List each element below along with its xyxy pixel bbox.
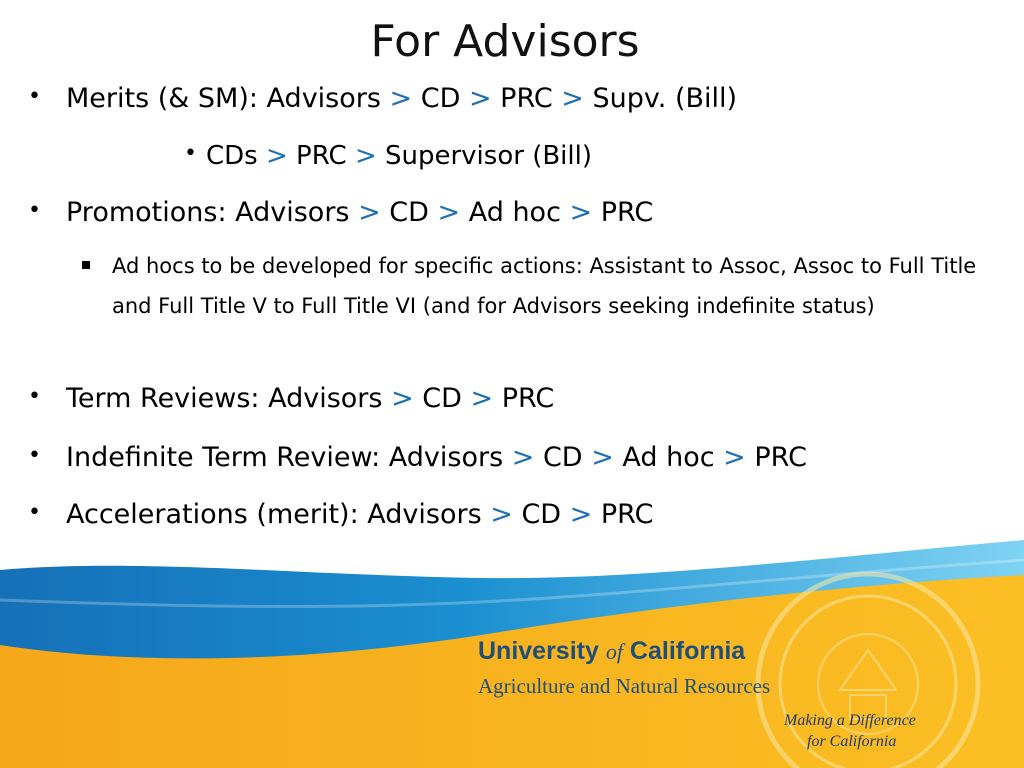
bullet-adhoc-note: Ad hocs to be developed for specific actions: Assistant to Assoc, Assoc to Full Title and Full Title V to Full Title VI (and for Advisors seeking indefinite status) [112,254,977,318]
arrow-icon: > [266,141,288,171]
bullet-text: PRC [287,141,355,171]
bullet-text: Supervisor (Bill) [376,141,592,171]
bullet-text: Ad hoc [613,442,724,473]
division-name: Agriculture and Natural Resources [478,674,771,698]
bullet-text: PRC [592,197,654,228]
arrow-icon: > [723,442,746,473]
arrow-icon: > [358,197,381,228]
bullet-icon: • [28,84,41,109]
bullet-icon: • [28,198,41,223]
bullet-text: CD [412,83,469,114]
bullet-text: Term Reviews: Advisors [66,383,392,414]
arrow-icon: > [511,442,535,473]
bullet-text: CD [512,499,570,530]
arrow-icon: > [354,141,377,171]
tagline-line-1: Making a Difference [784,712,916,729]
tagline-line-2: for California [807,733,897,750]
bullet-text: PRC [491,83,562,114]
arrow-icon: > [561,83,584,114]
arrow-icon: > [391,383,414,414]
bullet-icon: • [184,141,197,166]
slide-title: For Advisors [370,16,640,67]
bullet-icon: • [28,443,41,468]
bullet-text: CDs [206,141,266,171]
bullet-text: CD [534,442,592,473]
bullet-icon: • [28,384,41,409]
bullet-text: Merits (& SM): Advisors [66,83,390,114]
arrow-icon: > [591,442,614,473]
bullet-text: Promotions: Advisors [66,197,359,228]
bullet-text: PRC [745,442,807,473]
arrow-icon: > [468,83,492,114]
bullet-text: Supv. (Bill) [583,83,738,114]
bullet-icon: • [28,500,41,525]
arrow-icon: > [490,499,513,530]
bullet-text: Ad hoc [460,197,570,228]
university-name: University of California [478,637,746,665]
bullet-text: PRC [592,499,654,530]
arrow-icon: > [569,197,593,228]
arrow-icon: > [437,197,461,228]
bullet-text: CD [413,383,471,414]
arrow-icon: > [569,499,593,530]
bullet-text: PRC [493,383,555,414]
bullet-text: CD [380,197,438,228]
arrow-icon: > [470,383,494,414]
arrow-icon: > [389,83,413,114]
bullet-text: Indefinite Term Review: Advisors [66,442,512,473]
bullet-text: Accelerations (merit): Advisors [66,499,491,530]
